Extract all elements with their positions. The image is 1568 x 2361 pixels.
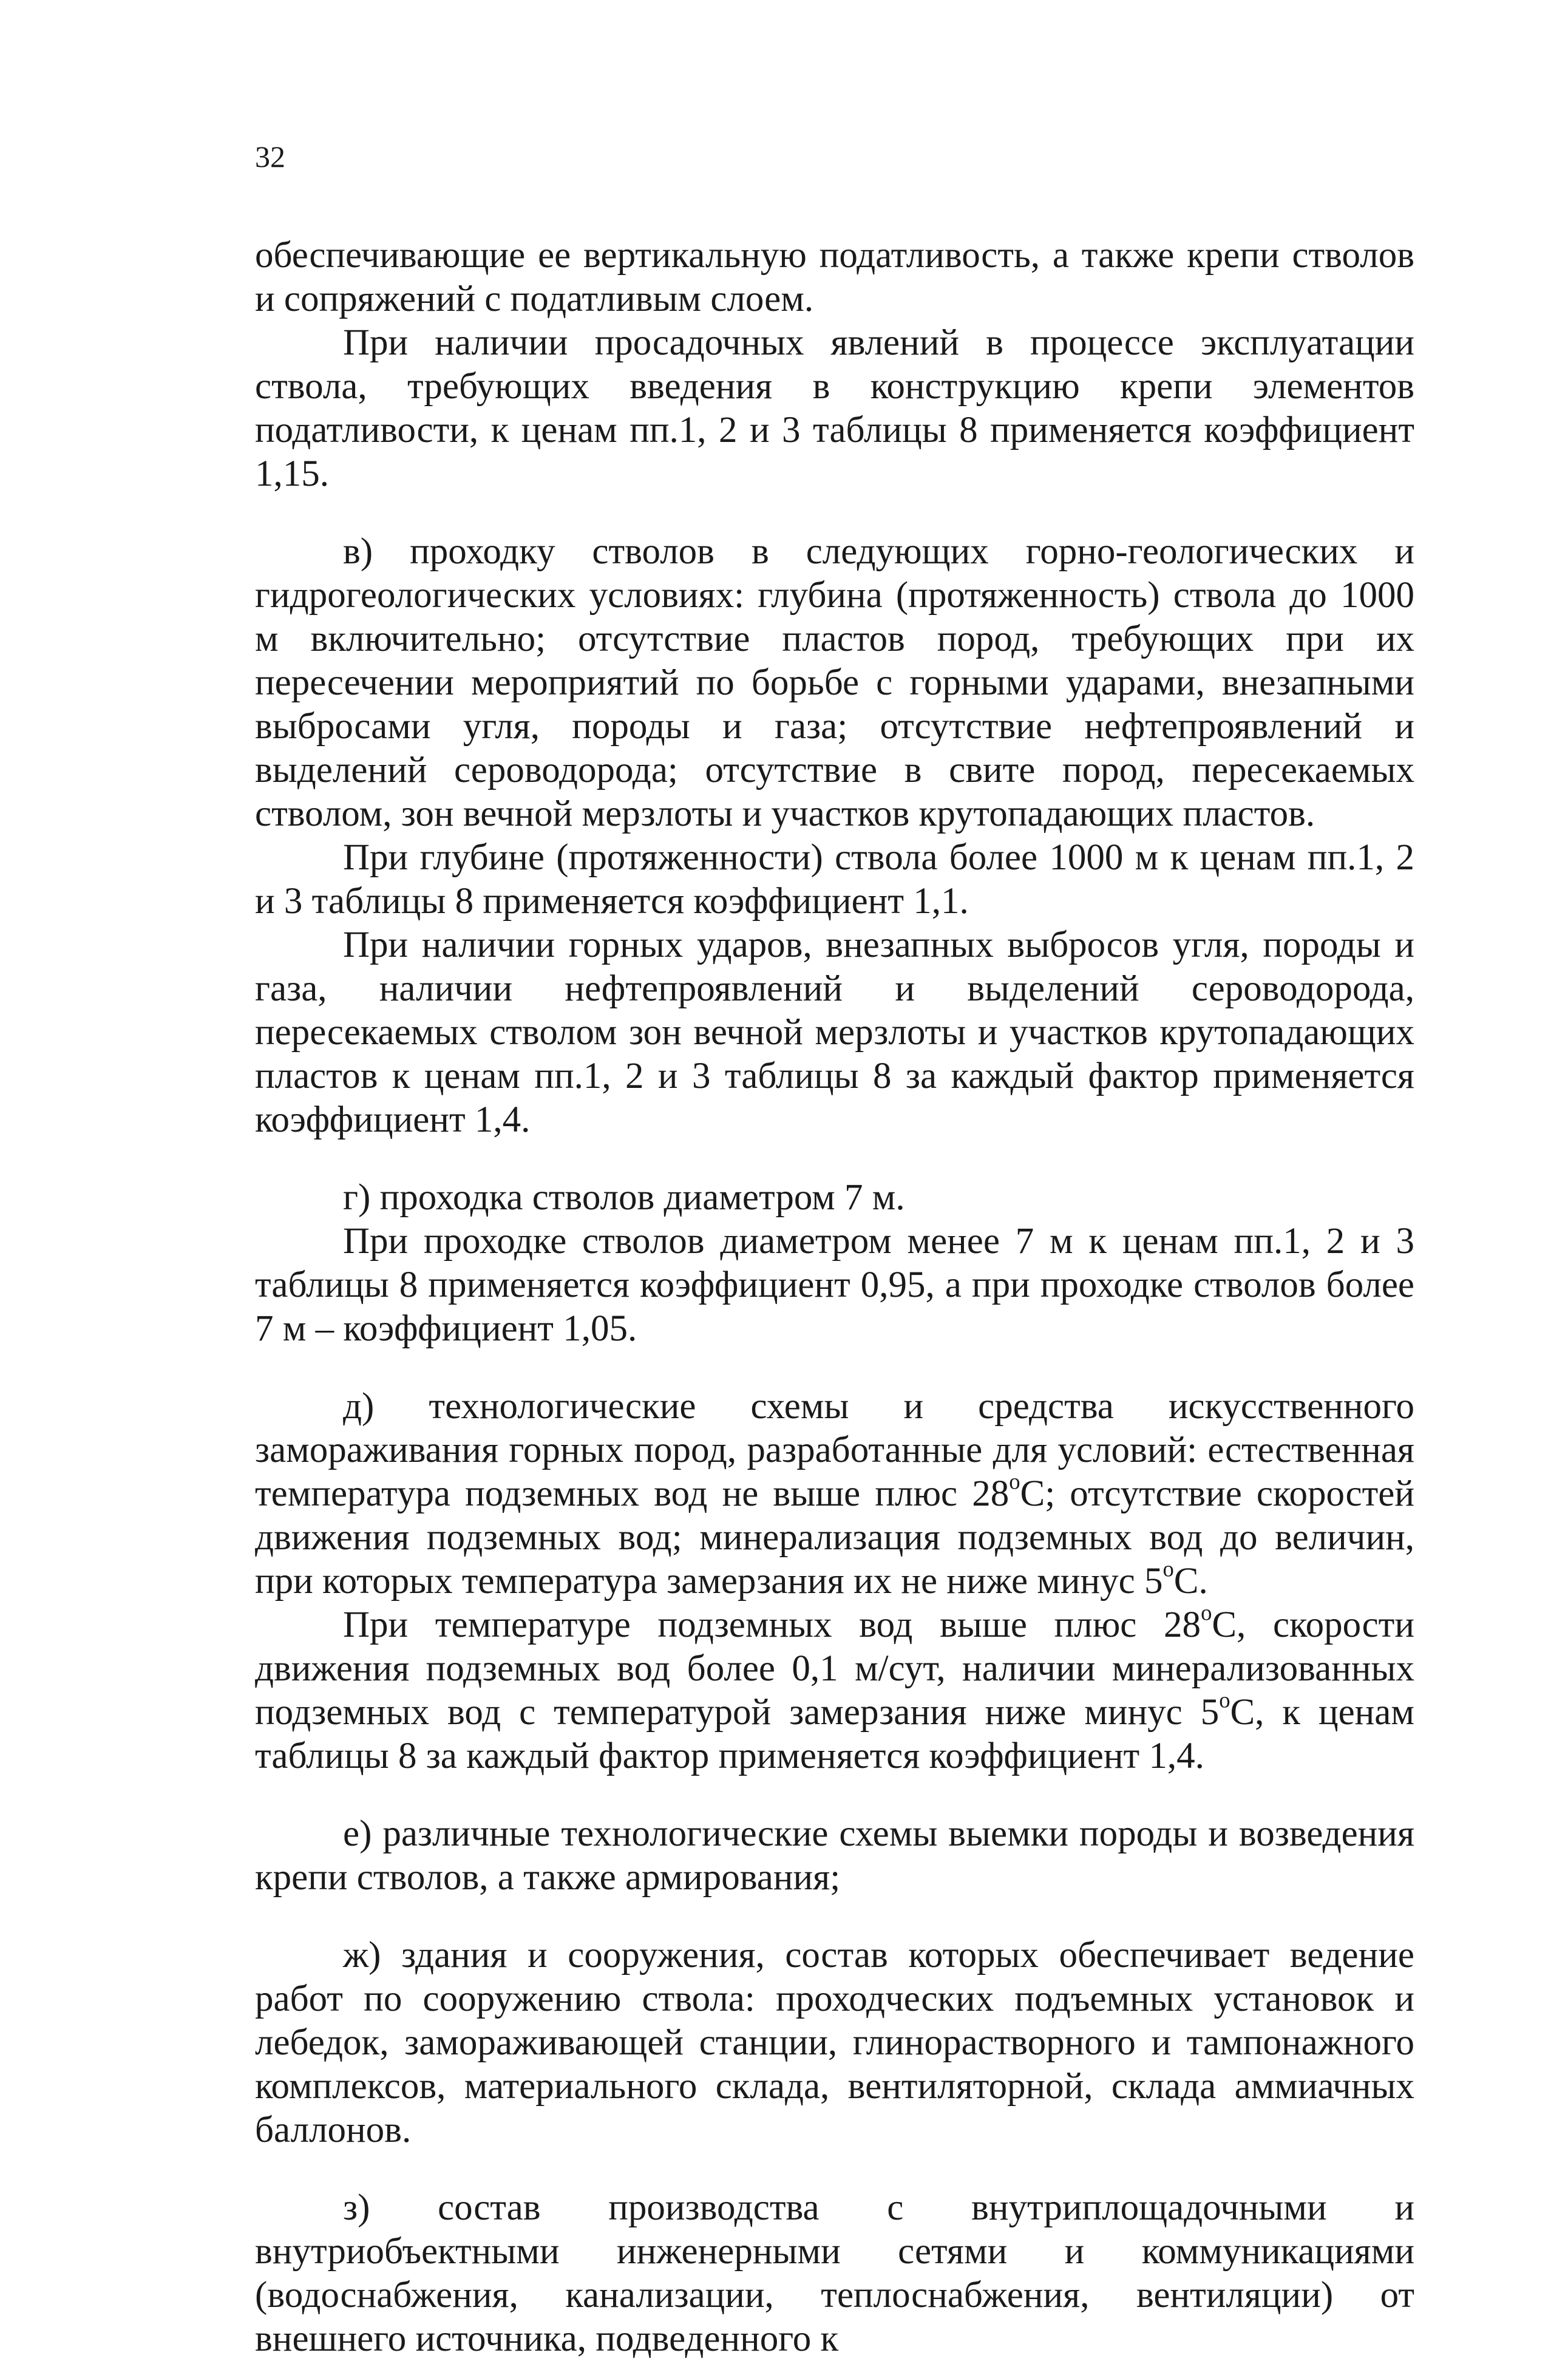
paragraph-temp-part-c: С, к ценам таблицы 8 за каждый фактор применяется коэффициент 1,4.: [255, 1692, 1414, 1776]
paragraph-g: г) проходка стволов диаметром 7 м.: [343, 1177, 905, 1218]
degree-sign: о: [1201, 1600, 1212, 1625]
paragraph-hazards: При наличии горных ударов, внезапных выбросов угля, породы и газа, наличии нефтепроявлений и выделений сероводорода, пересекаемых стволом зон вечной мерзлоты и участков крутопадающих пластов к ценам пп.1, 2 и 3 таблицы 8 за каждый фактор применяется коэффициент 1,4.: [255, 925, 1414, 1140]
paragraph-depth: При глубине (протяженности) ствола более 1000 м к ценам пп.1, 2 и 3 таблицы 8 применяется коэффициент 1,1.: [255, 837, 1414, 922]
degree-sign: о: [1009, 1469, 1020, 1494]
paragraph-d-part-a: д) технологические схемы и средства искусственного замораживания горных пород, разработанные для условий: естественная температура подземных вод не выше плюс 28: [255, 1386, 1414, 1514]
paragraph-z: з) состав производства с внутриплощадочными и внутриобъектными инженерными сетями и коммуникациями (водоснабжения, канализации, теплоснабжения, вентиляции) от внешнего источника, подведенного к: [255, 2187, 1414, 2359]
paragraph-temperature: [255, 1600, 1414, 1778]
paragraph-d: [255, 1385, 1414, 1603]
paragraph-e: е) различные технологические схемы выемки породы и возведения крепи стволов, а также армирования;: [255, 1813, 1414, 1898]
paragraph-d-part-c: С.: [1173, 1561, 1208, 1602]
paragraph-2: При наличии просадочных явлений в процессе эксплуатации ствола, требующих введения в конструкцию крепи элементов податливости, к ценам пп.1, 2 и 3 таблицы 8 применяется коэффициент 1,15.: [255, 322, 1414, 494]
degree-sign: о: [1219, 1687, 1230, 1713]
paragraph-diameter: При проходке стволов диаметром менее 7 м к ценам пп.1, 2 и 3 таблицы 8 применяется коэффициент 0,95, а при проходке стволов более 7 м – коэффициент 1,05.: [255, 1221, 1414, 1349]
page-number: 32: [255, 140, 285, 174]
paragraph-1: обеспечивающие ее вертикальную податливость, а также крепи стволов и сопряжений с податливым слоем.: [255, 235, 1414, 319]
paragraph-temp-part-b: С, скорости движения подземных вод более 0,1 м/сут, наличии минерализованных подземных вод с температурой замерзания ниже минус 5: [255, 1605, 1414, 1733]
paragraph-v: в) проходку стволов в следующих горно-геологических и гидрогеологических условиях: глубина (протяженность) ствола до 1000 м включительно; отсутствие пластов пород, требующих при их пересечении мероприятий по борьбе с горными ударами, внезапными выбросами угля, породы и газа; отсутствие нефтепроявлений и выделений сероводорода; отсутствие в свите пород, пересекаемых стволом, зон вечной мерзлоты и участков крутопадающих пластов.: [255, 531, 1414, 834]
body-text: [255, 234, 1414, 2361]
paragraph-temp-part-a: При температуре подземных вод выше плюс 28: [343, 1605, 1201, 1645]
paragraph-zh: ж) здания и сооружения, состав которых обеспечивает ведение работ по сооружению ствола: проходческих подъемных установок и лебедок, замораживающей станции, глинорастворного и тампонажного комплексов, материального склада, вентиляторной, склада аммиачных баллонов.: [255, 1935, 1414, 2150]
paragraph-d-part-b: С; отсутствие скоростей движения подземных вод; минерализация подземных вод до величин, при которых температура замерзания их не ниже минус 5: [255, 1473, 1414, 1602]
degree-sign: о: [1162, 1556, 1174, 1581]
